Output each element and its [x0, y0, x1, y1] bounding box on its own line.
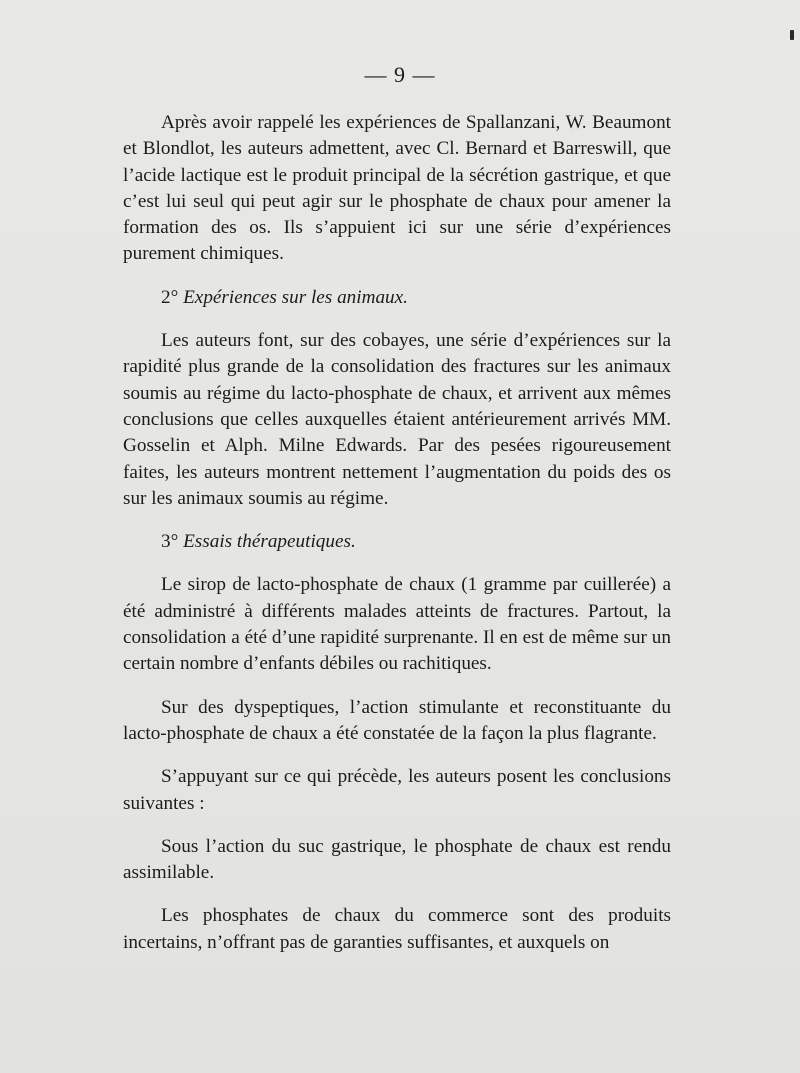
- section-heading-therapeutic-trials: [123, 529, 671, 555]
- paragraph-conclusions-intro: S’appuyant sur ce qui précède, les auteurs posent les conclusions suivantes :: [123, 766, 671, 814]
- section-heading-animal-experiments: [123, 285, 671, 311]
- page-body: [123, 110, 671, 973]
- section-number: 2°: [161, 286, 179, 308]
- section-number: 3°: [161, 531, 179, 553]
- paragraph-suc-gastrique: Sous l’action du suc gastrique, le phosphate de chaux est rendu assimilable.: [123, 835, 671, 884]
- paragraph-dyspeptiques: Sur des dyspeptiques, l’action stimulante et reconstituante du lacto-phosphate de chaux a été constatée de la façon la plus flagrante.: [123, 696, 671, 744]
- paragraph-spallanzani: Après avoir rappelé les expériences de Spallanzani, W. Beaumont et Blondlot, les auteurs admettent, avec Cl. Bernard et Barreswill, que l’acide lactique est le produit principal de la sécrétion gastrique, et que c’est lui seul qui peut agir sur le phosphate de chaux pour amener la formation des os. Ils s’appuient ici sur une série d’expériences purement chimiques.: [123, 112, 671, 265]
- page-number: — 9 —: [364, 62, 436, 87]
- section-title: Expériences sur les animaux.: [183, 286, 408, 308]
- section-title: Essais thérapeutiques.: [183, 531, 356, 553]
- paragraph-cobayes: Les auteurs font, sur des cobayes, une série d’expériences sur la rapidité plus grande de la consolidation des fractures sur les animaux soumis au régime du lacto-phosphate de chaux, et arrivent aux mêmes conclusions que celles auxquelles étaient antérieurement arrivés MM. Gosselin et Alph. Milne Edwards. Par des pesées rigoureusement faites, les auteurs montrent nettement l’augmentation du poids des os sur les animaux soumis au régime.: [123, 330, 671, 509]
- scan-edge-mark: [790, 30, 794, 40]
- paragraph-phosphates-commerce: Les phosphates de chaux du commerce sont des produits incertains, n’offrant pas de garanties suffisantes, et auxquels on: [123, 905, 671, 953]
- paragraph-sirop: Le sirop de lacto-phosphate de chaux (1 gramme par cuillerée) a été administré à différents malades atteints de fractures. Partout, la consolidation a été d’une rapidité surprenante. Il en est de même sur un certain nombre d’enfants débiles ou rachitiques.: [123, 574, 671, 675]
